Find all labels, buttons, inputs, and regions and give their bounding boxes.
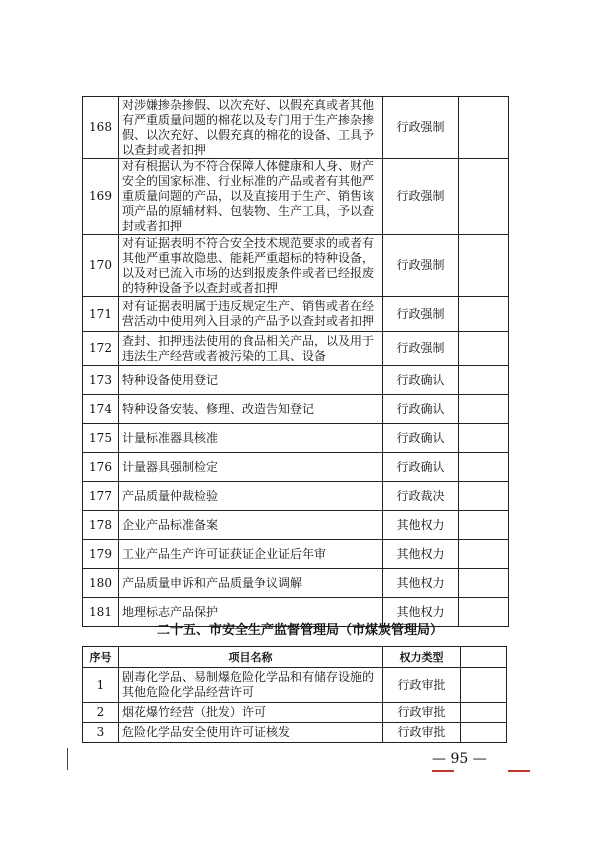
empty-cell (459, 569, 509, 598)
power-type: 行政确认 (383, 366, 459, 395)
table-row (83, 395, 509, 424)
row-number: 173 (83, 366, 119, 395)
power-type: 行政强制 (383, 235, 459, 297)
header-name: 项目名称 (119, 647, 383, 668)
row-number: 176 (83, 453, 119, 482)
table-row (83, 424, 509, 453)
power-type: 行政确认 (383, 453, 459, 482)
row-number: 171 (83, 297, 119, 332)
empty-cell (459, 424, 509, 453)
empty-cell (459, 297, 509, 332)
power-type: 行政强制 (383, 97, 459, 159)
row-number: 178 (83, 511, 119, 540)
row-number: 3 (83, 723, 119, 743)
item-name: 对有证据表明属于违反规定生产、销售或者在经营活动中使用列入目录的产品予以查封或者扣押 (119, 297, 383, 332)
row-number: 181 (83, 598, 119, 627)
empty-cell (461, 703, 507, 723)
power-type: 行政强制 (383, 297, 459, 332)
power-type: 行政确认 (383, 395, 459, 424)
power-type: 行政裁决 (383, 482, 459, 511)
table-row (83, 297, 509, 332)
table-row (83, 482, 509, 511)
empty-cell (459, 97, 509, 159)
table-row (83, 703, 507, 723)
table-row (83, 511, 509, 540)
page-number-underline-right (508, 770, 530, 772)
power-type: 行政强制 (383, 159, 459, 235)
row-number: 2 (83, 703, 119, 723)
empty-cell (459, 511, 509, 540)
table-row (83, 332, 509, 366)
empty-cell (459, 482, 509, 511)
item-name: 计量标准器具核准 (119, 424, 383, 453)
table-row (83, 366, 509, 395)
empty-cell (459, 540, 509, 569)
power-type: 其他权力 (383, 540, 459, 569)
power-type: 行政强制 (383, 332, 459, 366)
empty-cell (459, 453, 509, 482)
row-number: 169 (83, 159, 119, 235)
empty-cell (459, 395, 509, 424)
item-name: 计量器具强制检定 (119, 453, 383, 482)
empty-cell (461, 668, 507, 703)
table-row (83, 235, 509, 297)
section-title: 二十五、市安全生产监督管理局（市煤炭管理局） (156, 623, 443, 638)
power-type: 其他权力 (383, 511, 459, 540)
header-type: 权力类型 (383, 647, 461, 668)
table-row (83, 668, 507, 703)
power-type: 行政审批 (383, 668, 461, 703)
item-name: 地理标志产品保护 (119, 598, 383, 627)
row-number: 174 (83, 395, 119, 424)
table-row (83, 97, 509, 159)
item-name: 烟花爆竹经营（批发）许可 (119, 703, 383, 723)
item-name: 产品质量仲裁检验 (119, 482, 383, 511)
table-header-row (83, 647, 507, 668)
header-num: 序号 (83, 647, 119, 668)
item-name: 特种设备安装、修理、改造告知登记 (119, 395, 383, 424)
item-name: 企业产品标准备案 (119, 511, 383, 540)
item-name: 剧毒化学品、易制爆危险化学品和有储存设施的其他危险化学品经营许可 (119, 668, 383, 703)
page-number-text: — 95 — (432, 751, 487, 767)
row-number: 180 (83, 569, 119, 598)
power-type: 行政审批 (383, 723, 461, 743)
empty-cell (459, 332, 509, 366)
page-number-underline-left (432, 770, 454, 772)
item-name: 对有根据认为不符合保障人体健康和人身、财产安全的国家标准、行业标准的产品或者有其他严重质量问题的产品，以及直接用于生产、销售该项产品的原辅材料、包装物、生产工具，予以查封或者扣押 (119, 159, 383, 235)
empty-cell (461, 723, 507, 743)
empty-cell (459, 366, 509, 395)
table-row (83, 569, 509, 598)
item-name: 对涉嫌掺杂掺假、以次充好、以假充真或者其他有严重质量问题的棉花以及专门用于生产掺杂掺假、以次充好、以假充真的棉花的设备、工具予以查封或者扣押 (119, 97, 383, 159)
row-number: 1 (83, 668, 119, 703)
power-type: 行政审批 (383, 703, 461, 723)
margin-rule (67, 748, 68, 770)
power-type: 其他权力 (383, 598, 459, 627)
row-number: 175 (83, 424, 119, 453)
empty-cell (459, 235, 509, 297)
row-number: 177 (83, 482, 119, 511)
item-name: 对有证据表明不符合安全技术规范要求的或者有其他严重事故隐患、能耗严重超标的特种设备，以及对已流入市场的达到报废条件或者已经报废的特种设备予以查封或者扣押 (119, 235, 383, 297)
main-table (82, 96, 509, 627)
item-name: 特种设备使用登记 (119, 366, 383, 395)
table-row (83, 540, 509, 569)
item-name: 产品质量申诉和产品质量争议调解 (119, 569, 383, 598)
table-row (83, 453, 509, 482)
power-type: 其他权力 (383, 569, 459, 598)
row-number: 170 (83, 235, 119, 297)
table-row (83, 159, 509, 235)
page-number (432, 751, 542, 773)
item-name: 危险化学品安全使用许可证核发 (119, 723, 383, 743)
empty-cell (459, 159, 509, 235)
power-type: 行政确认 (383, 424, 459, 453)
table-row (83, 723, 507, 743)
row-number: 172 (83, 332, 119, 366)
row-number: 179 (83, 540, 119, 569)
item-name: 工业产品生产许可证获证企业证后年审 (119, 540, 383, 569)
item-name: 查封、扣押违法使用的食品相关产品，以及用于违法生产经营或者被污染的工具、设备 (119, 332, 383, 366)
row-number: 168 (83, 97, 119, 159)
empty-header-cell (461, 647, 507, 668)
sub-table (82, 646, 507, 743)
